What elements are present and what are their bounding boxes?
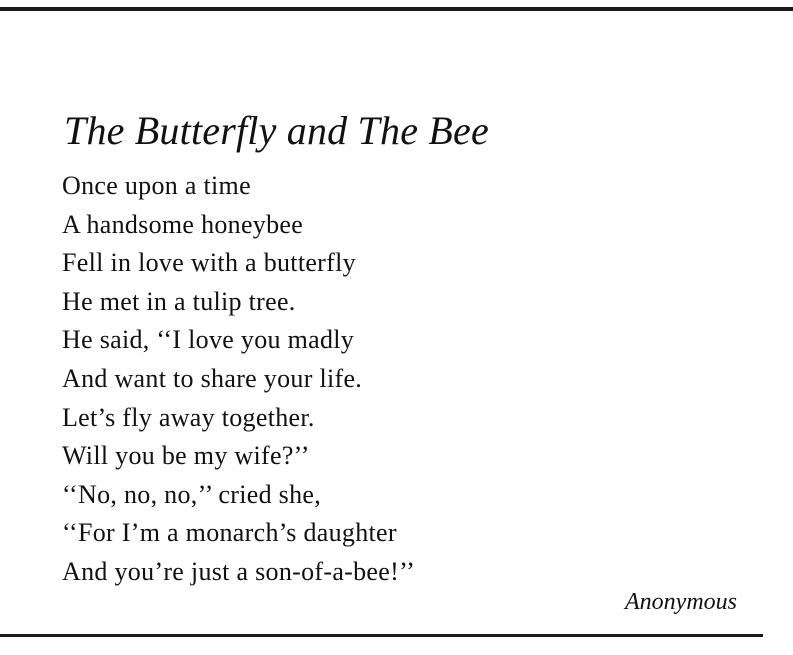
poem-line: He met in a tulip tree. [62, 286, 296, 316]
bottom-rule [0, 634, 763, 637]
poem-author: Anonymous [625, 589, 737, 615]
poem-line: And want to share your life. [62, 363, 363, 393]
poem-line: Fell in love with a butterfly [62, 248, 356, 278]
poem-line: Will you be my wife?’’ [62, 441, 310, 471]
top-rule [0, 7, 793, 11]
poem-line: He said, ‘‘I love you madly [62, 325, 355, 355]
poem-line: Once upon a time [62, 171, 251, 200]
poem-line: ‘‘No, no, no,’’ cried she, [62, 479, 322, 509]
poem-body [62, 167, 415, 592]
poem-line: A handsome honeybee [62, 209, 304, 239]
poem-line: Let’s fly away together. [62, 402, 315, 432]
poem-line: ‘‘For I’m a monarch’s daughter [62, 518, 397, 548]
poem-line: And you’re just a son-of-a-bee!’’ [62, 556, 416, 586]
poem-title: The Butterfly and The Bee [64, 108, 489, 153]
